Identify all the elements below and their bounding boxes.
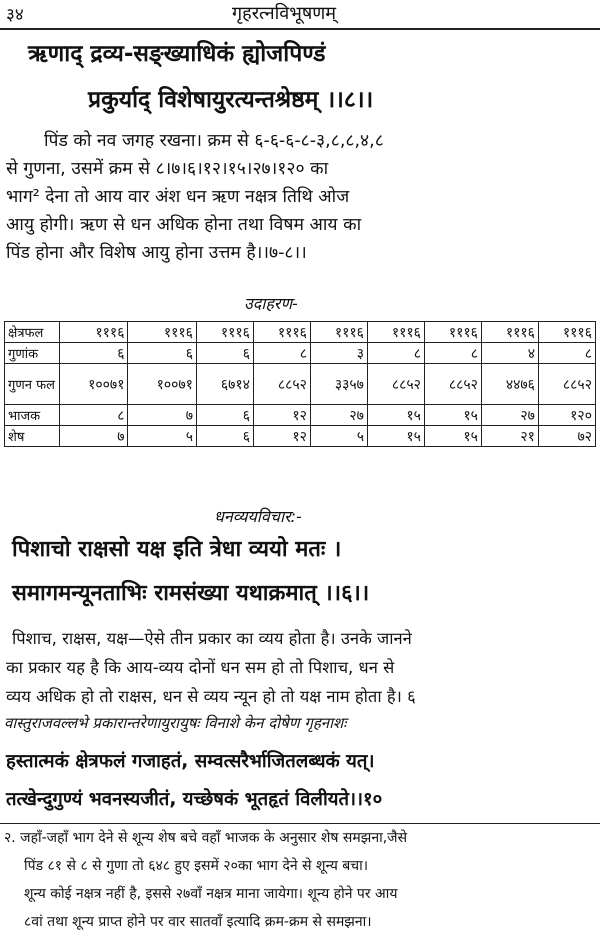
table-cell: ८ xyxy=(424,343,481,364)
table-cell: ४ xyxy=(481,343,538,364)
footnote-line-4: ८वां तथा शून्य प्राप्त होने पर वार सातवाँ इत्यादि क्रम-क्रम से समझना। xyxy=(24,914,372,930)
table-cell: १५ xyxy=(424,405,481,426)
table-cell: १२० xyxy=(538,405,595,426)
table-cell: ८८५२ xyxy=(367,364,424,405)
table-cell: १११६ xyxy=(310,322,367,343)
footnote-line-2: पिंड ८१ से ८ से गुणा तो ६४८ हुए इसमें २०का भाग देने से शून्य बचा। xyxy=(24,858,369,874)
table-cell: ४४७६ xyxy=(481,364,538,405)
table-cell: १११६ xyxy=(60,322,128,343)
para1-line-5: पिंड होना और विशेष आयु होना उत्तम है।।७-८।। xyxy=(6,243,307,263)
table-cell: ८८५२ xyxy=(538,364,595,405)
table-row xyxy=(5,405,596,426)
running-title: गृहरत्नविभूषणम् xyxy=(232,3,337,24)
para2-line-3: व्यय अधिक हो तो राक्षस, धन से व्यय न्यून हो तो यक्ष नाम होता है। ६ xyxy=(6,687,416,706)
example-heading: उदाहरण- xyxy=(244,294,298,313)
row-label: क्षेत्रफल xyxy=(5,322,60,343)
table-cell: १११६ xyxy=(128,322,196,343)
verse-8-line-2: प्रकुर्याद् विशेषायुरत्यन्तश्रेष्ठम् ।।८।। xyxy=(88,87,374,113)
table-cell: १११६ xyxy=(367,322,424,343)
table-cell: ८ xyxy=(60,405,128,426)
table-cell: ३३५७ xyxy=(310,364,367,405)
footnote-line-1: २. जहाँ-जहाँ भाग देने से शून्य शेष बचे वहाँ भाजक के अनुसार शेष समझना,जैसे xyxy=(4,830,408,846)
verse-10-line-2: तत्खेन्दुगुण्यं भवनस्यजीतं, यच्छेषकं भूतहृतं विलीयते।।१० xyxy=(6,789,383,810)
table-cell: ५ xyxy=(310,426,367,447)
table-cell: ६७१४ xyxy=(196,364,253,405)
para1-line-4: आयु होगी। ऋण से धन अधिक होना तथा विषम आय का xyxy=(6,215,362,235)
table-cell: २७ xyxy=(481,405,538,426)
verse-9-line-1: पिशाचो राक्षसो यक्ष इति त्रेधा व्ययो मतः । xyxy=(12,537,342,562)
table-cell: ८८५२ xyxy=(424,364,481,405)
table-cell: ८ xyxy=(538,343,595,364)
table-row xyxy=(5,343,596,364)
para2-line-1: पिशाच, राक्षस, यक्ष—ऐसे तीन प्रकार का व्यय होता है। उनके जानने xyxy=(12,629,412,648)
calculation-table xyxy=(4,321,596,447)
quote-line: वास्तुराजवल्लभे प्रकारान्तरेणायुरायुषः विनाशे केन दोषेण गृहनाशः xyxy=(4,714,347,732)
verse-9-line-2: समागमन्यूनताभिः रामसंख्या यथाक्रमात् ।।६।। xyxy=(12,581,370,606)
table-cell: १००७१ xyxy=(128,364,196,405)
table-cell: ८ xyxy=(253,343,310,364)
table-cell: ८८५२ xyxy=(253,364,310,405)
footnote-line-3: शून्य कोई नक्षत्र नहीं है, इससे २७वाँ नक्षत्र माना जायेगा। शून्य होने पर आय xyxy=(24,886,398,902)
para1-line-1: पिंड को नव जगह रखना। क्रम से ६-६-६-८-३,८,८,४,८ xyxy=(44,131,384,151)
verse-10-line-1: हस्तात्मकं क्षेत्रफलं गजाहतं, सम्वत्सरैर्भाजितलब्धकं यत्। xyxy=(6,751,375,772)
table-cell: ८ xyxy=(367,343,424,364)
table-cell: १००७१ xyxy=(60,364,128,405)
table-cell: १११६ xyxy=(196,322,253,343)
table-cell: १५ xyxy=(367,426,424,447)
table-cell: २१ xyxy=(481,426,538,447)
table-cell: १११६ xyxy=(424,322,481,343)
table-cell: १११६ xyxy=(253,322,310,343)
page-number: ३४ xyxy=(6,5,24,25)
table-cell: १११६ xyxy=(538,322,595,343)
table-cell: ६ xyxy=(196,405,253,426)
para1-line-2: से गुणना, उसमें क्रम से ८।७।६।१२।१५।२७।१२० का xyxy=(6,159,329,179)
table-cell: ५ xyxy=(128,426,196,447)
table-cell: ७२ xyxy=(538,426,595,447)
table-row xyxy=(5,322,596,343)
table-cell: ६ xyxy=(128,343,196,364)
section-heading: धनव्ययविचार:- xyxy=(214,507,302,526)
row-label: गुणन फल xyxy=(5,364,60,405)
table-cell: ७ xyxy=(60,426,128,447)
table-cell: २७ xyxy=(310,405,367,426)
table-cell: १२ xyxy=(253,426,310,447)
table-cell: १११६ xyxy=(481,322,538,343)
table-row xyxy=(5,364,596,405)
table-cell: ६ xyxy=(60,343,128,364)
table-cell: १५ xyxy=(424,426,481,447)
para1-line-3: भाग² देना तो आय वार अंश धन ऋण नक्षत्र तिथि ओज xyxy=(6,187,350,207)
row-label: शेष xyxy=(5,426,60,447)
para2-line-2: का प्रकार यह है कि आय-व्यय दोनों धन सम हो तो पिशाच, धन से xyxy=(6,658,395,677)
table-cell: ३ xyxy=(310,343,367,364)
table-cell: ७ xyxy=(128,405,196,426)
verse-8-line-1: ऋणाद् द्रव्य-सङ्ख्याधिकं ह्योजपिण्डं xyxy=(28,41,326,67)
table-cell: १२ xyxy=(253,405,310,426)
table-row xyxy=(5,426,596,447)
table-cell: ६ xyxy=(196,343,253,364)
table-cell: ६ xyxy=(196,426,253,447)
row-label: भाजक xyxy=(5,405,60,426)
table-cell: १५ xyxy=(367,405,424,426)
footnote-divider xyxy=(0,823,600,824)
row-label: गुणांक xyxy=(5,343,60,364)
